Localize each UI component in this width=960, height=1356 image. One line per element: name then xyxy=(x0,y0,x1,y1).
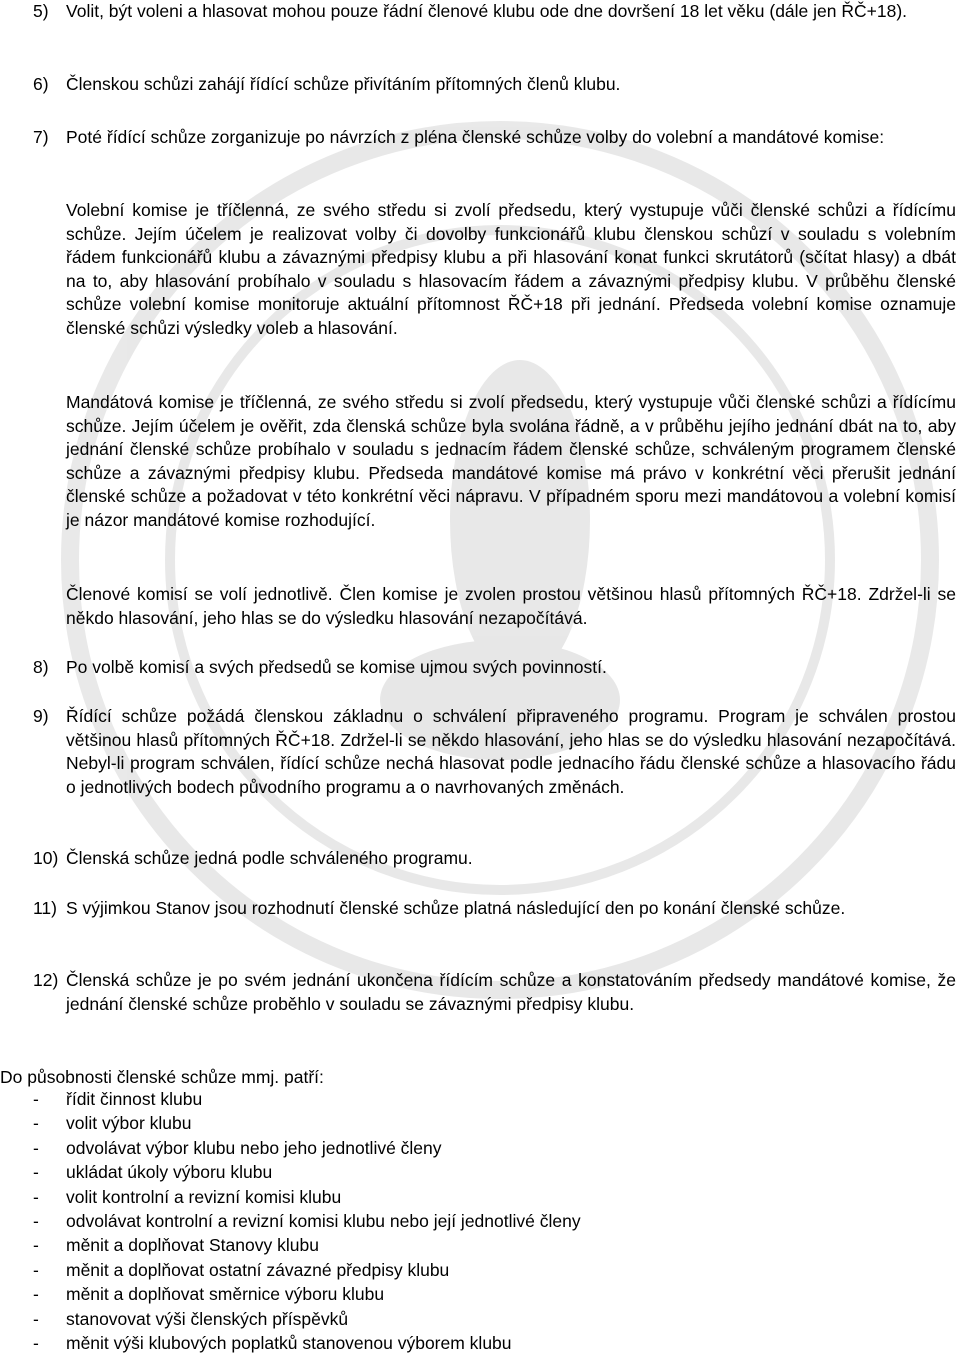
dash-bullet: - xyxy=(33,1235,39,1256)
rule-number: 5) xyxy=(33,1,49,21)
electoral-commission-paragraph: Volební komise je tříčlenná, ze svého středu si zvolí předsedu, který vystupuje vůči členské schůzi a řídícímu schůze. Jejím účelem je realizovat volby či dovolby funkcionářů klubu členskou schůzí v souladu s volebním řádem funkcionářů klubu a závaznými předpisy klubu a při hlasování konat funkci skrutátorů (sčítat hlasy) a dbát na to, aby hlasování probíhalo v souladu s hlasovacím řádem a závaznými předpisy klubu. V průběhu členské schůze volební komise monitoruje aktuální přítomnost ŘČ+18 při jednání. Předseda volební komise oznamuje členské schůzi výsledky voleb a hlasování. xyxy=(66,200,956,338)
list-item-text: měnit a doplňovat Stanovy klubu xyxy=(66,1235,319,1256)
dash-bullet: - xyxy=(33,1137,39,1158)
list-item-text: řídit činnost klubu xyxy=(66,1089,203,1109)
rule-number: 12) xyxy=(33,970,59,990)
rule-text: Členská schůze jedná podle schváleného programu. xyxy=(66,848,473,868)
dash-bullet: - xyxy=(33,1332,39,1353)
list-item-text: volit výbor klubu xyxy=(66,1113,192,1134)
rule-item-10 xyxy=(33,847,956,871)
rule-text: Řídící schůze požádá členskou základnu o schválení připraveného programu. Program je schválen prostou většinou hlasů přítomných ŘČ+18. Zdržel-li se někdo hlasování, jeho hlas se do výsledku hlasování nezapočítává. Nebyl-li program schválen, řídící schůze nechá hlasovat podle jednacího řádu členské schůze a hlasovacího řádu o jednotlivých bodech původního programu a o navrhovaných změnách. xyxy=(66,706,956,797)
scope-heading: Do působnosti členské schůze mmj. patří: xyxy=(0,1067,324,1087)
list-item-text: odvolávat kontrolní a revizní komisi klubu nebo její jednotlivé členy xyxy=(66,1210,581,1231)
rule-item-8 xyxy=(33,656,956,680)
list-item-text: měnit a doplňovat ostatní závazné předpisy klubu xyxy=(66,1259,450,1280)
dash-bullet: - xyxy=(33,1113,39,1134)
rule-number: 6) xyxy=(33,74,49,94)
rule-number: 11) xyxy=(33,898,57,918)
dash-bullet: - xyxy=(33,1284,39,1305)
dash-bullet: - xyxy=(33,1089,39,1109)
rule-item-11 xyxy=(33,897,956,921)
rule-number: 7) xyxy=(33,127,49,147)
dash-bullet: - xyxy=(33,1186,39,1207)
list-item-text: ukládat úkoly výboru klubu xyxy=(66,1162,273,1183)
dash-bullet: - xyxy=(33,1308,39,1329)
list-item-text: volit kontrolní a revizní komisi klubu xyxy=(66,1186,342,1207)
dash-bullet: - xyxy=(33,1259,39,1280)
commission-election-paragraph: Členové komisí se volí jednotlivě. Člen komise je zvolen prostou většinou hlasů přítomných ŘČ+18. Zdržel-li se někdo hlasování, jeho hlas se do výsledku hlasování nezapočítává. xyxy=(66,584,956,628)
rule-text: Po volbě komisí a svých předsedů se komise ujmou svých povinností. xyxy=(66,657,607,677)
rule-item-5 xyxy=(33,0,956,24)
rule-number: 10) xyxy=(33,848,59,868)
list-item-text: stanovovat výši členských příspěvků xyxy=(66,1308,349,1329)
rule-number: 9) xyxy=(33,706,49,726)
rule-item-6 xyxy=(33,73,956,97)
rule-text: Členskou schůzi zahájí řídící schůze přivítáním přítomných členů klubu. xyxy=(66,74,621,94)
dash-bullet: - xyxy=(33,1162,39,1183)
mandate-commission-paragraph: Mandátová komise je tříčlenná, ze svého středu si zvolí předsedu, který vystupuje vůči členské schůzi a řídícímu schůze. Jejím účelem je ověřit, zda členská schůze byla svolána řádně, a v průběhu jejího jednání dbát na to, aby jednání členské schůze probíhalo v souladu s jednacím řádem členské schůze, schváleným programem členské schůze a závaznými předpisy klubu. Předseda mandátové komise má právo v konkrétní věci přerušit jednání členské schůze a požadovat v této konkrétní věci nápravu. V případném sporu mezi mandátovou a volební komisí je názor mandátové komise rozhodující. xyxy=(66,392,956,530)
list-item-text: měnit a doplňovat směrnice výboru klubu xyxy=(66,1284,385,1305)
rule-text: Členská schůze je po svém jednání ukončena řídícím schůze a konstatováním předsedy mandátové komise, že jednání členské schůze proběhlo v souladu se závaznými předpisy klubu. xyxy=(66,970,956,1014)
rule-text: Volit, být voleni a hlasovat mohou pouze řádní členové klubu ode dne dovršení 18 let věku (dále jen ŘČ+18). xyxy=(66,1,908,21)
rule-item-12 xyxy=(33,969,956,1016)
rule-item-9 xyxy=(33,705,956,799)
rule-number: 8) xyxy=(33,657,49,677)
rule-item-7 xyxy=(33,126,956,150)
dash-bullet: - xyxy=(33,1210,39,1231)
list-item-text: odvolávat výbor klubu nebo jeho jednotlivé členy xyxy=(66,1137,442,1158)
rule-text: S výjimkou Stanov jsou rozhodnutí členské schůze platná následující den po konání členské schůze. xyxy=(66,898,846,918)
list-item-text: měnit výši klubových poplatků stanovenou výborem klubu xyxy=(66,1332,512,1353)
rule-text: Poté řídící schůze zorganizuje po návrzích z pléna členské schůze volby do volební a mandátové komise: xyxy=(66,127,885,147)
